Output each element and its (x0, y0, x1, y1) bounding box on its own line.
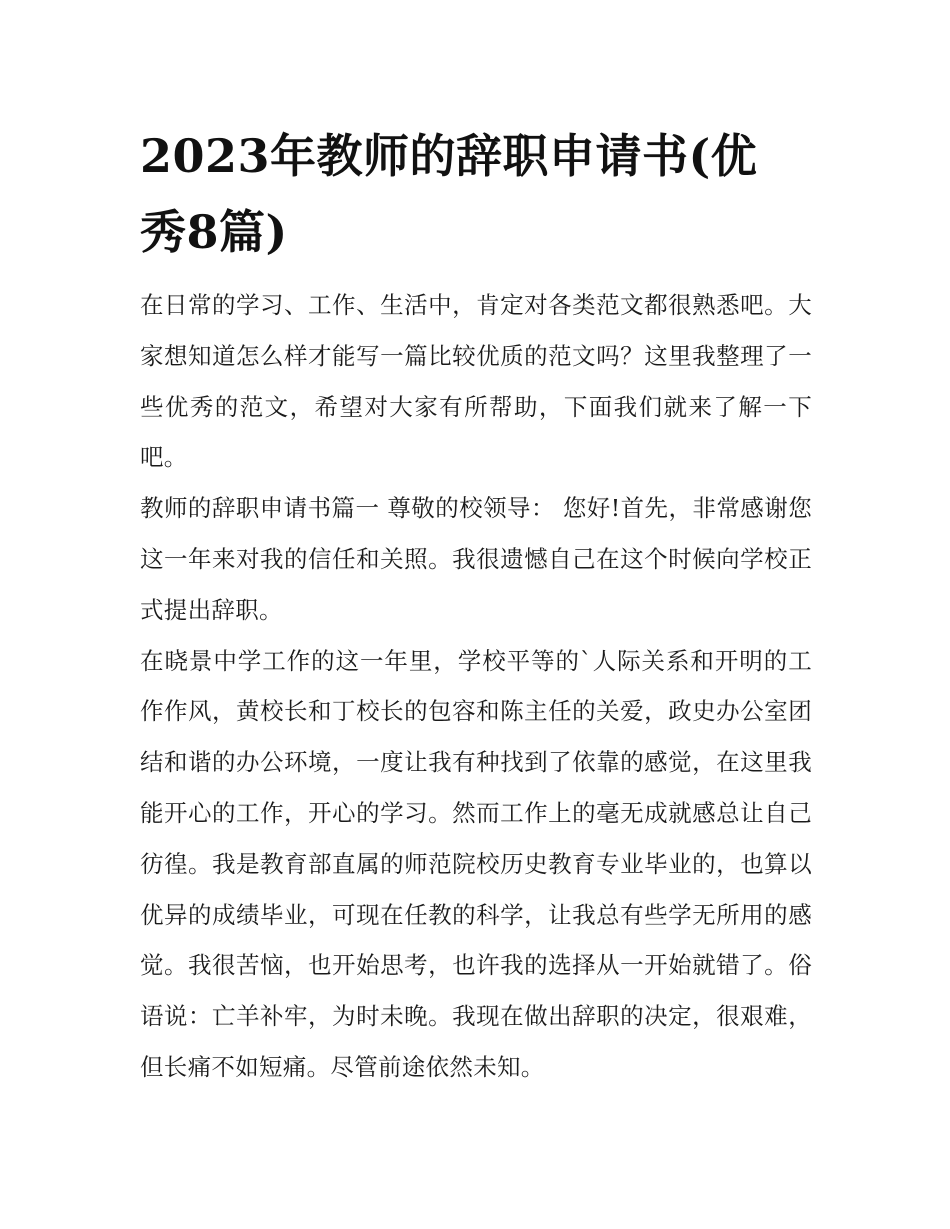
document-body (140, 280, 812, 1093)
letter-body-paragraph: 在晓景中学工作的这一年里，学校平等的`人际关系和开明的工作作风，黄校长和丁校长的包容和陈主任的关爱，政史办公室团结和谐的办公环境，一度让我有种找到了依靠的感觉，在这里我能开心的工作，开心的学习。然而工作上的毫无成就感总让自己彷徨。我是教育部直属的师范院校历史教育专业毕业的，也算以优异的成绩毕业，可现在任教的科学，让我总有些学无所用的感觉。我很苦恼，也开始思考，也许我的选择从一开始就错了。俗语说：亡羊补牢，为时未晚。我现在做出辞职的决定，很艰难，但长痛不如短痛。尽管前途依然未知。 (140, 646, 812, 1081)
intro-paragraph: 在日常的学习、工作、生活中，肯定对各类范文都很熟悉吧。大家想知道怎么样才能写一篇比较优质的范文吗？这里我整理了一些优秀的范文，希望对大家有所帮助，下面我们就来了解一下吧。 (140, 291, 812, 472)
document-title: 2023年教师的辞职申请书(优秀8篇) (140, 129, 758, 259)
letter-opening-paragraph: 教师的辞职申请书篇一 尊敬的校领导： 您好!首先，非常感谢您这一年来对我的信任和关照。我很遗憾自己在这个时候向学校正式提出辞职。 (140, 494, 812, 624)
